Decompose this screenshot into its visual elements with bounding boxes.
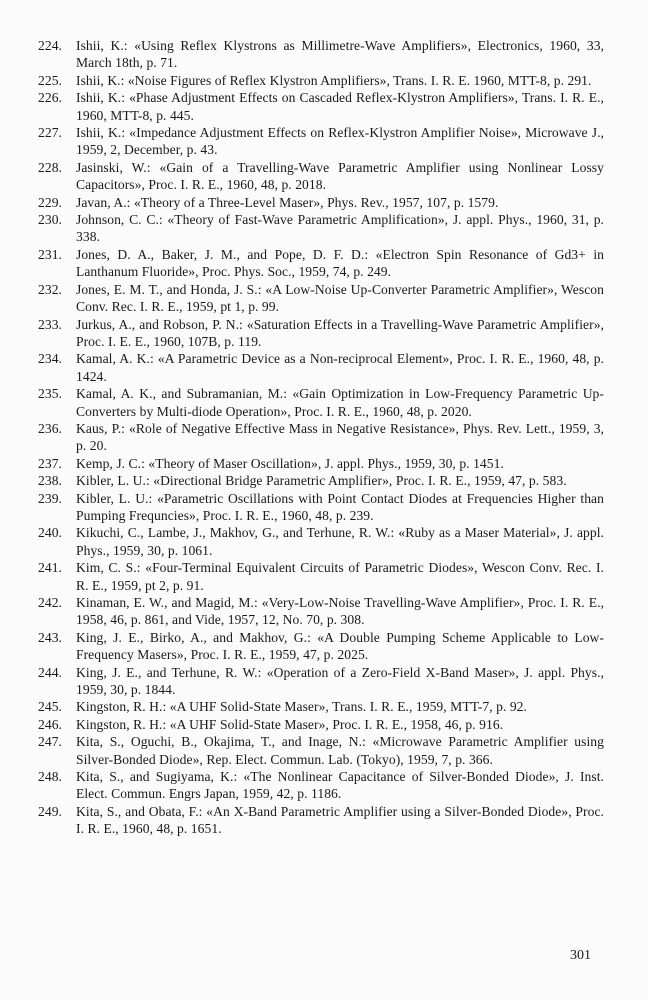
reference-list (38, 37, 604, 838)
reference-number: 248. (38, 769, 62, 785)
reference-number: 242. (38, 595, 62, 610)
page-number: 301 (570, 948, 591, 963)
reference-text: Kingston, R. H.: «A UHF Solid-State Maser», Trans. I. R. E., 1959, MTT-7, p. 92. (76, 699, 527, 715)
reference-item (38, 629, 604, 664)
reference-number: 234. (38, 351, 62, 367)
reference-number: 239. (38, 490, 62, 506)
reference-number: 247. (38, 734, 62, 750)
reference-number: 231. (38, 246, 62, 262)
reference-text: Ishii, K.: «Using Reflex Klystrons as Millimetre-Wave Amplifiers», Electronics, 1960, 33, March 18th, p. 71. (76, 38, 604, 71)
reference-item (38, 472, 604, 489)
reference-text: King, J. E., and Terhune, R. W.: «Operation of a Zero-Field X-Band Maser», J. appl. Phys., 1959, 30, p. 1844. (76, 664, 604, 698)
reference-item (38, 89, 604, 124)
reference-text: Ishii, K.: «Impedance Adjustment Effects on Reflex-Klystron Amplifier Noise», Microwave J., 1959, 2, December, p. 43. (76, 125, 604, 158)
reference-text: Kemp, J. C.: «Theory of Maser Oscillation», J. appl. Phys., 1959, 30, p. 1451. (76, 455, 504, 471)
reference-item (38, 281, 604, 316)
reference-number: 235. (38, 386, 62, 402)
reference-item (38, 664, 604, 699)
reference-text: Ishii, K.: «Phase Adjustment Effects on Cascaded Reflex-Klystron Amplifiers», Trans. I. R. E., 1960, MTT-8, p. 445. (76, 90, 604, 123)
reference-item (38, 211, 604, 246)
reference-item (38, 716, 604, 733)
reference-item (38, 698, 604, 715)
reference-text: Kamal, A. K., and Subramanian, M.: «Gain Optimization in Low-Frequency Parametric Up-Converters by Multi-diode Operation», Proc. I. R. E., 1960, 48, p. 2020. (76, 386, 604, 419)
reference-item (38, 350, 604, 385)
reference-item (38, 194, 604, 211)
reference-text: Kita, S., and Obata, F.: «An X-Band Parametric Amplifier using a Silver-Bonded Diode», Proc. I. R. E., 1960, 48, p. 1651. (76, 803, 604, 837)
reference-text: Kinaman, E. W., and Magid, M.: «Very-Low-Noise Travelling-Wave Amplifier», Proc. I. R. E., 1958, 46, p. 861, and Vide, 1957, 12, No. 70, p. 308. (76, 595, 604, 628)
reference-text: Jasinski, W.: «Gain of a Travelling-Wave Parametric Amplifier using Nonlinear Lossy Capacitors», Proc. I. R. E., 1960, 48, p. 2018. (76, 159, 604, 193)
reference-number: 238. (38, 473, 62, 489)
reference-text: Kingston, R. H.: «A UHF Solid-State Maser», Proc. I. R. E., 1958, 46, p. 916. (76, 716, 504, 732)
reference-text: Kamal, A. K.: «A Parametric Device as a Non-reciprocal Element», Proc. I. R. E., 1960, 48, p. 1424. (76, 351, 604, 384)
reference-number: 243. (38, 629, 62, 645)
reference-number: 226. (38, 90, 62, 106)
reference-number: 227. (38, 125, 62, 141)
reference-number: 236. (38, 420, 62, 436)
reference-number: 240. (38, 525, 62, 541)
reference-text: Kim, C. S.: «Four-Terminal Equivalent Circuits of Parametric Diodes», Wescon Conv. Rec. I. R. E., 1959, pt 2, p. 91. (76, 560, 604, 593)
reference-number: 246. (38, 716, 62, 732)
reference-text: Johnson, C. C.: «Theory of Fast-Wave Parametric Amplification», J. appl. Phys., 1960, 31, p. 338. (76, 212, 604, 245)
reference-number: 241. (38, 560, 62, 576)
reference-item (38, 733, 604, 768)
reference-number: 249. (38, 803, 62, 819)
reference-item (38, 559, 604, 594)
reference-item (38, 385, 604, 420)
reference-text: Kita, S., and Sugiyama, K.: «The Nonlinear Capacitance of Silver-Bonded Diode», J. Inst. Elect. Commun. Engrs Japan, 1959, 42, p. 1186. (76, 769, 604, 802)
reference-text: Jones, E. M. T., and Honda, J. S.: «A Low-Noise Up-Converter Parametric Amplifier», Wescon Conv. Rec. I. R. E., 1959, pt 1, p. 99. (76, 281, 604, 315)
reference-number: 244. (38, 664, 62, 680)
reference-number: 229. (38, 194, 62, 210)
reference-text: Kibler, L. U.: «Parametric Oscillations with Point Contact Diodes at Frequencies Higher than Pumping Frequncies», Proc. I. R. E., 1960, 48, p. 239. (76, 490, 604, 523)
reference-item (38, 594, 604, 629)
reference-text: Kibler, L. U.: «Directional Bridge Parametric Amplifier», Proc. I. R. E., 1959, 47, p. 583. (76, 473, 567, 489)
reference-item (38, 159, 604, 194)
reference-number: 228. (38, 159, 62, 175)
reference-item (38, 524, 604, 559)
reference-number: 233. (38, 316, 62, 332)
reference-number: 232. (38, 281, 62, 297)
reference-text: Javan, A.: «Theory of a Three-Level Maser», Phys. Rev., 1957, 107, p. 1579. (76, 194, 499, 210)
reference-number: 230. (38, 212, 62, 228)
reference-number: 224. (38, 38, 62, 53)
reference-item (38, 768, 604, 803)
reference-item (38, 803, 604, 838)
reference-text: King, J. E., Birko, A., and Makhov, G.: «A Double Pumping Scheme Applicable to Low-Frequency Masers», Proc. I. R. E., 1959, 47, p. 2025. (76, 629, 604, 663)
reference-number: 225. (38, 72, 62, 88)
reference-number: 245. (38, 699, 62, 715)
reference-item (38, 455, 604, 472)
reference-text: Jurkus, A., and Robson, P. N.: «Saturation Effects in a Travelling-Wave Parametric Amplifier», Proc. I. E. E., 1960, 107B, p. 119. (76, 316, 604, 349)
reference-item (38, 420, 604, 455)
reference-number: 237. (38, 455, 62, 471)
reference-item (38, 316, 604, 351)
reference-text: Kaus, P.: «Role of Negative Effective Mass in Negative Resistance», Phys. Rev. Lett., 1959, 3, p. 20. (76, 420, 604, 454)
reference-text: Ishii, K.: «Noise Figures of Reflex Klystron Amplifiers», Trans. I. R. E. 1960, MTT-8, p. 291. (76, 72, 592, 88)
reference-item (38, 124, 604, 159)
reference-item (38, 490, 604, 525)
reference-text: Jones, D. A., Baker, J. M., and Pope, D. F. D.: «Electron Spin Resonance of Gd3+ in Lanthanum Fluoride», Proc. Phys. Soc., 1959, 74, p. 249. (76, 246, 604, 280)
reference-item (38, 72, 604, 89)
reference-item (38, 246, 604, 281)
reference-text: Kikuchi, C., Lambe, J., Makhov, G., and Terhune, R. W.: «Ruby as a Maser Material», J. appl. Phys., 1959, 30, p. 1061. (76, 525, 604, 558)
reference-item (38, 37, 604, 72)
reference-text: Kita, S., Oguchi, B., Okajima, T., and Inage, N.: «Microwave Parametric Amplifier using Silver-Bonded Diode», Rep. Elect. Commun. Lab. (Tokyo), 1959, 7, p. 366. (76, 734, 604, 767)
